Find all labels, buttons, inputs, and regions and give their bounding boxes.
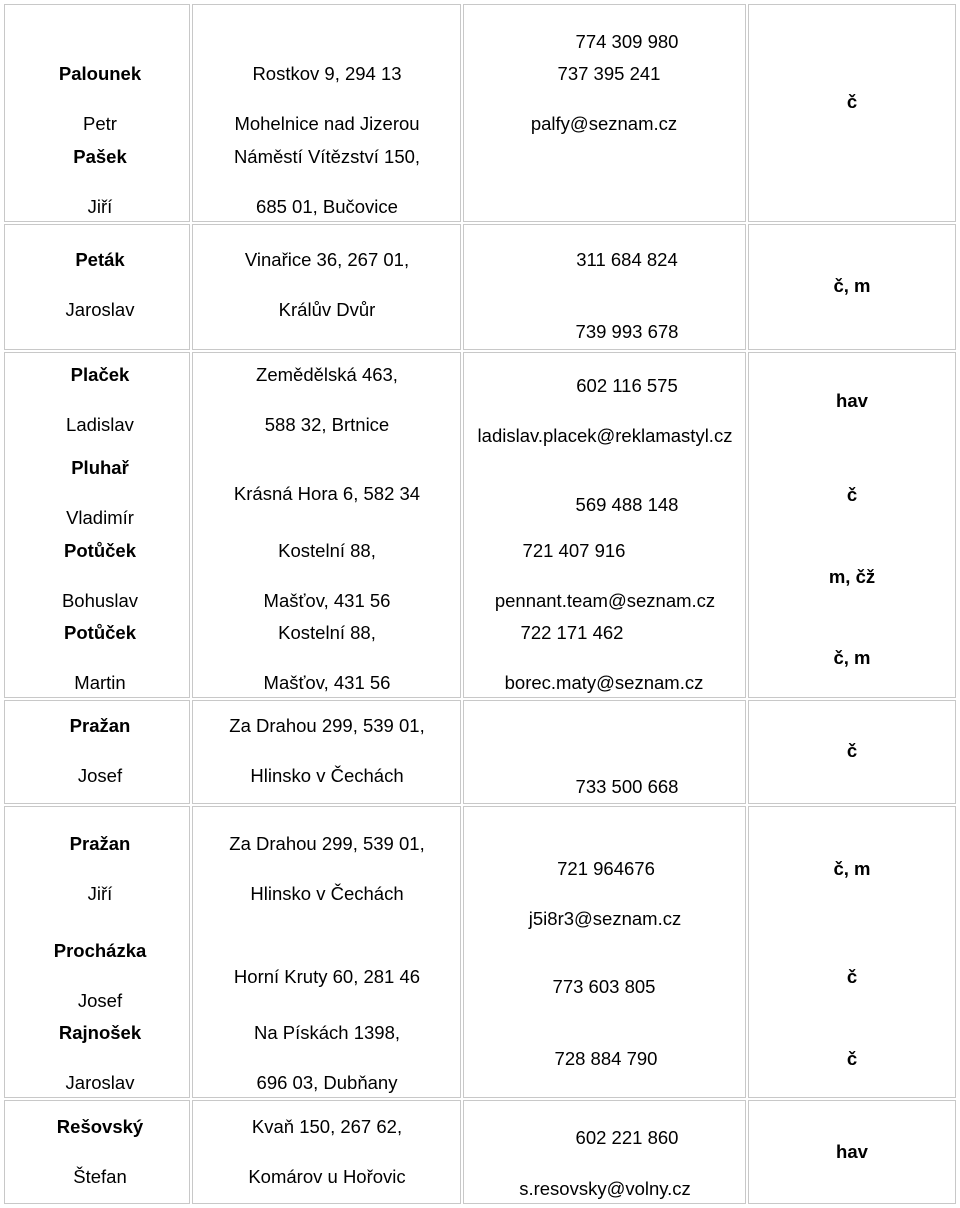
address-line: Králův Dvůr bbox=[278, 299, 376, 320]
email-link[interactable]: s.resovsky@volny.cz bbox=[519, 1178, 691, 1199]
surname: Potůček bbox=[64, 540, 136, 561]
category: hav bbox=[836, 1141, 868, 1162]
email-link[interactable]: j5i8r3@seznam.cz bbox=[528, 908, 682, 929]
address-line: 685 01, Bučovice bbox=[256, 196, 398, 217]
address-line: Za Drahou 299, 539 01, bbox=[229, 833, 425, 854]
surname: Palounek bbox=[58, 63, 142, 84]
address-line: Komárov u Hořovic bbox=[248, 1166, 406, 1187]
phone: 774 309 980 bbox=[575, 31, 679, 52]
email-link[interactable]: pennant.team@seznam.cz bbox=[494, 590, 716, 611]
address-line: Rostkov 9, 294 13 bbox=[252, 63, 402, 84]
surname: Pluhař bbox=[71, 457, 129, 478]
first-name: Josef bbox=[77, 990, 123, 1011]
category: m, čž bbox=[828, 566, 876, 587]
first-name: Jaroslav bbox=[65, 299, 135, 320]
phone: 569 488 148 bbox=[575, 494, 679, 515]
surname: Potůček bbox=[64, 622, 136, 643]
table-cell bbox=[192, 224, 461, 350]
address-line: Kostelní 88, bbox=[278, 540, 376, 561]
category: č, m bbox=[833, 275, 871, 296]
phone: 602 116 575 bbox=[576, 375, 678, 396]
surname: Pašek bbox=[73, 146, 127, 167]
phone: 773 603 805 bbox=[552, 976, 656, 997]
address-line: Kvaň 150, 267 62, bbox=[251, 1116, 403, 1137]
phone: 739 993 678 bbox=[575, 321, 679, 342]
email-link[interactable]: palfy@seznam.cz bbox=[530, 113, 678, 134]
first-name: Josef bbox=[77, 765, 123, 786]
address-line: Hlinsko v Čechách bbox=[250, 883, 404, 904]
phone: 721 407 916 bbox=[522, 540, 626, 561]
email-link[interactable]: ladislav.placek@reklamastyl.cz bbox=[477, 425, 733, 446]
category: hav bbox=[836, 390, 868, 411]
category: č bbox=[846, 1048, 858, 1069]
address-line: Mašťov, 431 56 bbox=[263, 672, 391, 693]
category: č, m bbox=[833, 858, 871, 879]
surname: Peták bbox=[75, 249, 125, 270]
surname: Pražan bbox=[69, 833, 131, 854]
phone: 728 884 790 bbox=[554, 1048, 658, 1069]
surname: Pražan bbox=[69, 715, 131, 736]
first-name: Vladimír bbox=[66, 507, 134, 528]
address-line: 696 03, Dubňany bbox=[256, 1072, 398, 1093]
address-line: Krásná Hora 6, 582 34 bbox=[233, 483, 421, 504]
address-line: 588 32, Brtnice bbox=[264, 414, 390, 435]
first-name: Jiří bbox=[87, 883, 113, 904]
surname: Plaček bbox=[70, 364, 130, 385]
category: č bbox=[846, 91, 858, 112]
address-line: Hlinsko v Čechách bbox=[250, 765, 404, 786]
phone: 311 684 824 bbox=[576, 249, 678, 270]
address-line: Mašťov, 431 56 bbox=[263, 590, 391, 611]
phone: 722 171 462 bbox=[520, 622, 624, 643]
category: č bbox=[846, 484, 858, 505]
address-line: Kostelní 88, bbox=[278, 622, 376, 643]
first-name: Petr bbox=[83, 113, 117, 134]
category: č, m bbox=[833, 647, 871, 668]
email-link[interactable]: borec.maty@seznam.cz bbox=[504, 672, 704, 693]
first-name: Bohuslav bbox=[61, 590, 139, 611]
surname: Procházka bbox=[53, 940, 147, 961]
surname: Rešovský bbox=[56, 1116, 144, 1137]
address-line: Za Drahou 299, 539 01, bbox=[229, 715, 425, 736]
phone: 737 395 241 bbox=[557, 63, 661, 84]
category: č bbox=[846, 740, 858, 761]
first-name: Jiří bbox=[87, 196, 113, 217]
first-name: Martin bbox=[74, 672, 126, 693]
table-cell bbox=[4, 224, 190, 350]
phone: 602 221 860 bbox=[575, 1127, 679, 1148]
first-name: Jaroslav bbox=[65, 1072, 135, 1093]
address-line: Na Pískách 1398, bbox=[253, 1022, 401, 1043]
address-line: Vinařice 36, 267 01, bbox=[244, 249, 410, 270]
first-name: Ladislav bbox=[66, 414, 134, 435]
address-line: Zemědělská 463, bbox=[256, 364, 398, 385]
table-cell bbox=[192, 352, 461, 698]
phone: 721 964676 bbox=[557, 858, 655, 879]
address-line: Náměstí Vítězství 150, bbox=[233, 146, 421, 167]
table-cell bbox=[463, 352, 746, 698]
address-line: Horní Kruty 60, 281 46 bbox=[233, 966, 421, 987]
category: č bbox=[846, 966, 858, 987]
first-name: Štefan bbox=[73, 1166, 127, 1187]
table-cell bbox=[748, 4, 956, 222]
surname: Rajnošek bbox=[58, 1022, 142, 1043]
address-line: Mohelnice nad Jizerou bbox=[234, 113, 420, 134]
phone: 733 500 668 bbox=[575, 776, 679, 797]
